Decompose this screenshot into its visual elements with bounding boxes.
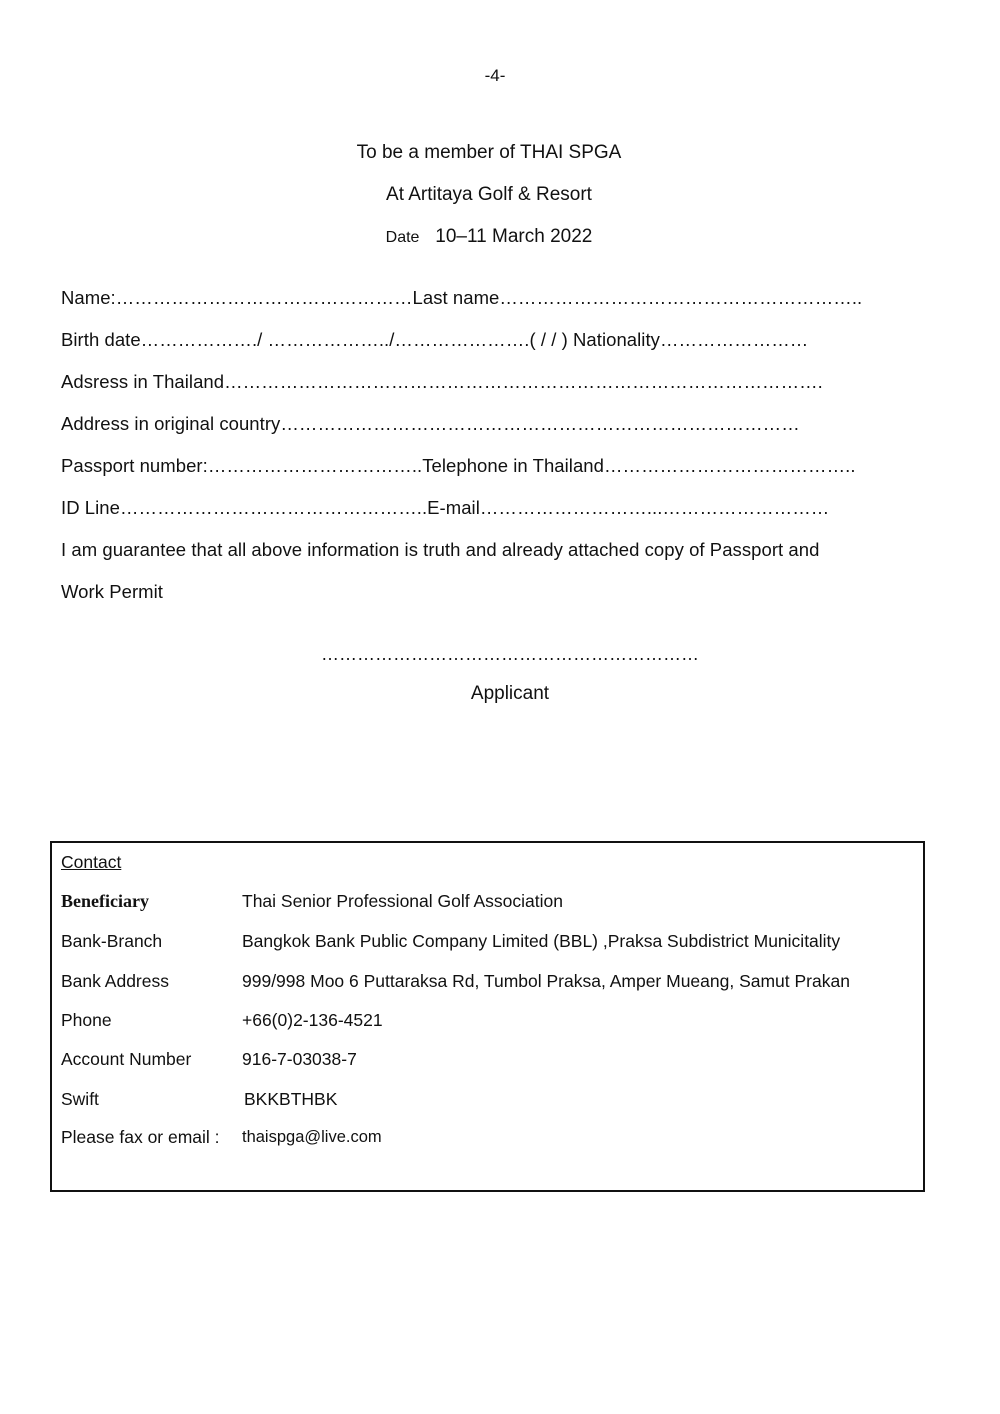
swift-label: Swift [61, 1089, 99, 1109]
phone-value: +66(0)2-136-4521 [242, 1010, 383, 1030]
date-value: 10–11 March 2022 [435, 226, 593, 247]
venue-line: At Artitaya Golf & Resort [386, 184, 592, 205]
signature-line: ……………………………………………………… [321, 644, 699, 664]
bank-branch-label: Bank-Branch [61, 931, 163, 951]
bank-address-label: Bank Address [61, 971, 169, 991]
name-field-line: Name:…………………………………………Last name………………………………………………….. [61, 287, 863, 308]
bank-address-value: 999/998 Moo 6 Puttaraksa Rd, Tumbol Praksa, Amper Mueang, Samut Prakan [242, 971, 850, 991]
idline-email-line: ID Line…………………………………………..E-mail………………………...……………………… [61, 497, 830, 518]
address-thailand-line: Adsress in Thailand……………………………………………………………………………………. [61, 371, 823, 392]
beneficiary-value: Thai Senior Professional Golf Association [242, 891, 563, 911]
page-number: -4- [484, 66, 506, 85]
declaration-line-1: I am guarantee that all above information is truth and already attached copy of Passport and [61, 539, 820, 560]
account-number-label: Account Number [61, 1049, 192, 1069]
passport-phone-line: Passport number:……………………………..Telephone in Thailand………………………………….. [61, 455, 856, 476]
address-original-line: Address in original country………………………………………………………………………… [61, 413, 800, 434]
birthdate-field-line: Birth date………………./ ………………../………………….( / / ) Nationality…………………… [61, 329, 809, 350]
applicant-label: Applicant [470, 683, 550, 704]
contact-title: Contact [61, 852, 122, 872]
bank-branch-value: Bangkok Bank Public Company Limited (BBL) ,Praksa Subdistrict Municitality [242, 931, 841, 951]
document-title: To be a member of THAI SPGA [356, 142, 622, 163]
swift-value: BKKBTHBK [244, 1089, 338, 1109]
date-line [0, 226, 978, 248]
declaration-line-2: Work Permit [61, 581, 163, 602]
phone-label: Phone [61, 1010, 112, 1030]
contact-box [50, 841, 925, 1192]
date-label: Date [385, 229, 420, 246]
account-number-value: 916-7-03038-7 [242, 1049, 357, 1069]
beneficiary-label: Beneficiary [61, 891, 149, 911]
fax-email-label: Please fax or email : [61, 1127, 220, 1147]
email-value[interactable]: thaispga@live.com [242, 1128, 382, 1146]
